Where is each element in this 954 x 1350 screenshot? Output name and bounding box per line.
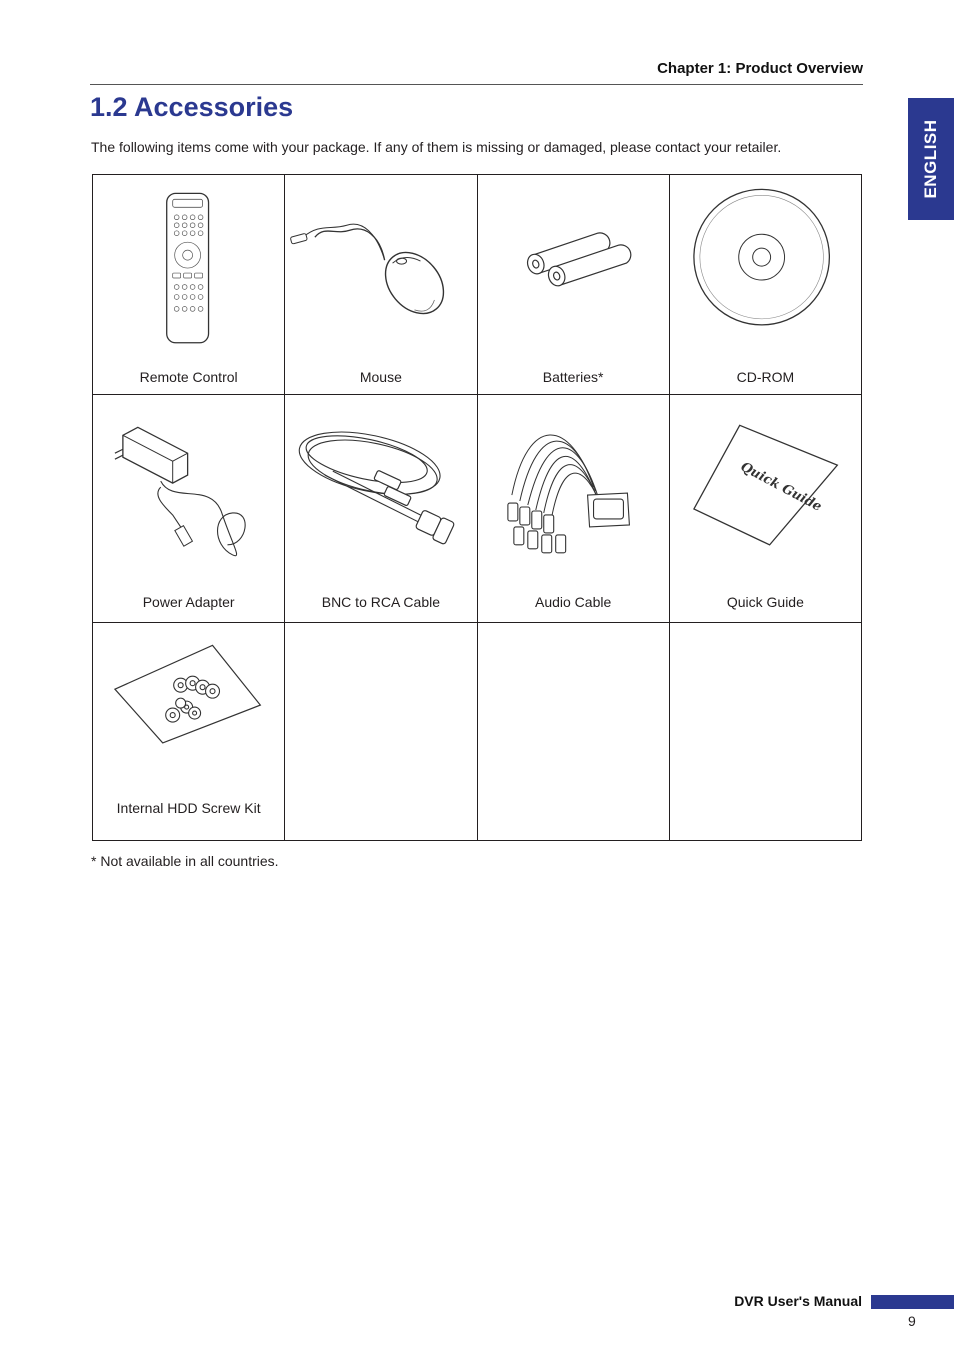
accessory-cell-bnc-rca-cable <box>285 395 477 623</box>
accessory-cell-remote-control <box>93 175 285 395</box>
language-tab <box>908 98 954 220</box>
accessory-cell-cd-rom <box>669 175 861 395</box>
bnc-rca-cable-icon <box>285 395 476 622</box>
chapter-header <box>90 60 863 85</box>
accessory-label: BNC to RCA Cable <box>321 594 441 610</box>
accessory-label: Quick Guide <box>726 594 804 610</box>
accessory-label: CD-ROM <box>736 369 795 385</box>
audio-cable-icon <box>478 395 669 622</box>
page-number: 9 <box>908 1313 916 1329</box>
empty-cell <box>285 623 477 841</box>
language-tab-label: ENGLISH <box>921 119 940 199</box>
accessory-cell-screw-kit <box>93 623 285 841</box>
accessory-cell-mouse <box>285 175 477 395</box>
section-title: 1.2 Accessories <box>90 92 294 122</box>
quick-guide-icon <box>670 395 861 622</box>
accessory-cell-quick-guide <box>669 395 861 623</box>
accessory-label: Internal HDD Screw Kit <box>116 800 261 816</box>
accessory-cell-audio-cable <box>477 395 669 623</box>
footer-manual-title: DVR User's Manual <box>734 1293 862 1309</box>
accessory-label: Remote Control <box>139 369 238 385</box>
mouse-icon <box>285 175 476 394</box>
accessory-cell-batteries <box>477 175 669 395</box>
empty-cell <box>669 623 861 841</box>
cd-rom-icon <box>670 175 861 394</box>
footer-accent-bar <box>871 1295 954 1309</box>
intro-text: The following items come with your package. If any of them is missing or damaged, please contact your retailer. <box>91 139 782 155</box>
accessory-label: Batteries* <box>542 369 604 385</box>
chapter-title: Chapter 1: Product Overview <box>657 60 863 77</box>
accessories-table <box>92 174 862 841</box>
accessory-label: Audio Cable <box>534 594 612 610</box>
accessory-label: Mouse <box>359 369 402 385</box>
power-adapter-icon <box>93 395 284 622</box>
footnote: * Not available in all countries. <box>91 853 279 869</box>
remote-control-icon <box>93 175 284 394</box>
quick-guide-illustration-text: Quick Guide <box>737 459 824 515</box>
accessory-cell-power-adapter <box>93 395 285 623</box>
batteries-icon <box>478 175 669 394</box>
empty-cell <box>477 623 669 841</box>
accessory-label: Power Adapter <box>142 594 235 610</box>
